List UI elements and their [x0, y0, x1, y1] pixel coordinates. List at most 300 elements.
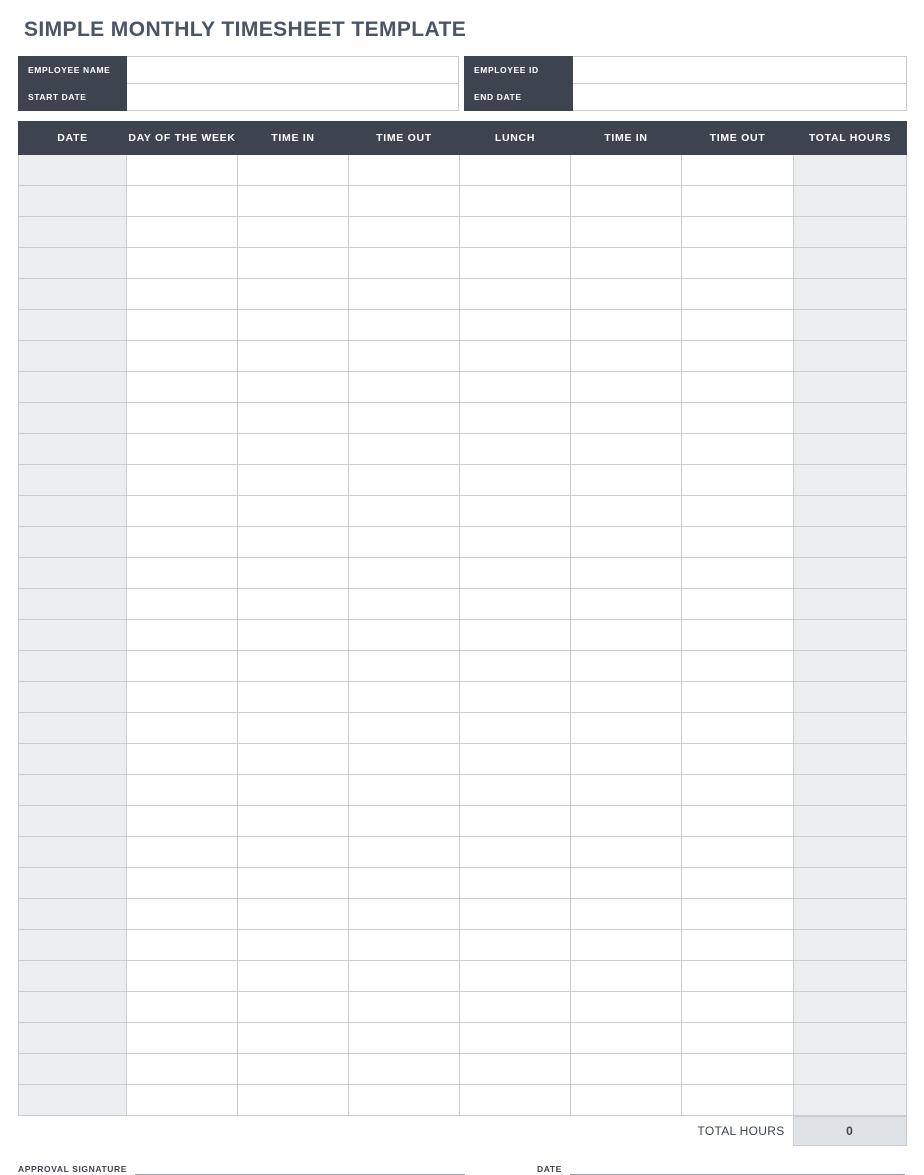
grid-cell[interactable] [571, 558, 682, 589]
table-row [19, 713, 907, 744]
grid-cell[interactable] [682, 868, 794, 899]
grid-cell[interactable] [349, 1023, 460, 1054]
grid-cell[interactable] [238, 868, 349, 899]
grid-cell[interactable] [238, 899, 349, 930]
grid-cell[interactable] [794, 372, 907, 403]
grid-cell[interactable] [794, 248, 907, 279]
grid-cell[interactable] [19, 341, 127, 372]
grid-cell[interactable] [460, 465, 571, 496]
grid-cell[interactable] [127, 341, 238, 372]
table-row [19, 558, 907, 589]
table-row [19, 186, 907, 217]
grid-cell[interactable] [682, 155, 794, 186]
grid-cell[interactable] [19, 465, 127, 496]
grid-cell[interactable] [349, 682, 460, 713]
grid-cell[interactable] [349, 868, 460, 899]
grid-cell[interactable] [127, 620, 238, 651]
grid-cell[interactable] [238, 465, 349, 496]
date-line[interactable] [570, 1162, 905, 1175]
grid-cell[interactable] [571, 341, 682, 372]
grid-cell[interactable] [794, 992, 907, 1023]
grid-cell[interactable] [682, 620, 794, 651]
grid-cell[interactable] [127, 186, 238, 217]
grid-cell[interactable] [794, 496, 907, 527]
column-header-lunch: LUNCH [460, 122, 571, 155]
table-row [19, 837, 907, 868]
totals-row [18, 1116, 907, 1146]
grid-cell[interactable] [460, 651, 571, 682]
grid-cell[interactable] [794, 899, 907, 930]
grid-cell[interactable] [794, 1023, 907, 1054]
grid-cell[interactable] [460, 806, 571, 837]
timesheet-grid [18, 121, 907, 1116]
grid-cell[interactable] [460, 248, 571, 279]
grid-cell[interactable] [238, 806, 349, 837]
grid-cell[interactable] [349, 155, 460, 186]
grid-cell[interactable] [571, 217, 682, 248]
grid-cell[interactable] [127, 310, 238, 341]
table-row [19, 682, 907, 713]
grid-cell[interactable] [19, 744, 127, 775]
grid-cell[interactable] [19, 620, 127, 651]
grid-cell[interactable] [238, 403, 349, 434]
grid-cell[interactable] [19, 1023, 127, 1054]
grid-cell[interactable] [238, 930, 349, 961]
grid-cell[interactable] [127, 279, 238, 310]
grid-cell[interactable] [682, 682, 794, 713]
grid-cell[interactable] [349, 248, 460, 279]
grid-cell[interactable] [238, 1054, 349, 1085]
grid-cell[interactable] [682, 651, 794, 682]
grid-cell[interactable] [127, 992, 238, 1023]
grid-cell[interactable] [571, 372, 682, 403]
grid-cell[interactable] [571, 1085, 682, 1116]
grid-cell[interactable] [349, 713, 460, 744]
grid-cell[interactable] [19, 682, 127, 713]
total-hours-value: 0 [793, 1117, 906, 1146]
total-hours-label: TOTAL HOURS [697, 1124, 785, 1138]
column-header-time-in-1: TIME IN [238, 122, 349, 155]
grid-cell[interactable] [571, 279, 682, 310]
grid-cell[interactable] [460, 1023, 571, 1054]
grid-cell[interactable] [19, 558, 127, 589]
grid-cell[interactable] [794, 217, 907, 248]
grid-cell[interactable] [460, 775, 571, 806]
grid-cell[interactable] [682, 589, 794, 620]
grid-cell[interactable] [460, 744, 571, 775]
grid-cell[interactable] [349, 961, 460, 992]
grid-cell[interactable] [19, 930, 127, 961]
grid-body [19, 155, 907, 1116]
grid-cell[interactable] [571, 155, 682, 186]
grid-cell[interactable] [571, 682, 682, 713]
grid-cell[interactable] [682, 527, 794, 558]
grid-cell[interactable] [460, 589, 571, 620]
grid-cell[interactable] [19, 186, 127, 217]
employee-info-table [18, 56, 907, 111]
grid-cell[interactable] [571, 837, 682, 868]
employee-id-field[interactable] [573, 57, 907, 84]
grid-cell[interactable] [571, 527, 682, 558]
grid-cell[interactable] [19, 527, 127, 558]
grid-cell[interactable] [794, 1054, 907, 1085]
grid-cell[interactable] [460, 682, 571, 713]
grid-cell[interactable] [794, 651, 907, 682]
grid-cell[interactable] [682, 899, 794, 930]
table-row [19, 775, 907, 806]
start-date-field[interactable] [127, 84, 459, 111]
table-row [19, 992, 907, 1023]
grid-cell[interactable] [349, 1085, 460, 1116]
grid-cell[interactable] [19, 713, 127, 744]
employee-name-label: EMPLOYEE NAME [19, 57, 127, 84]
grid-cell[interactable] [682, 558, 794, 589]
grid-cell[interactable] [127, 961, 238, 992]
end-date-field[interactable] [573, 84, 907, 111]
column-header-time-out-1: TIME OUT [349, 122, 460, 155]
grid-cell[interactable] [794, 186, 907, 217]
grid-cell[interactable] [19, 837, 127, 868]
grid-cell[interactable] [19, 248, 127, 279]
grid-cell[interactable] [238, 713, 349, 744]
grid-cell[interactable] [682, 465, 794, 496]
grid-cell[interactable] [682, 434, 794, 465]
grid-cell[interactable] [19, 217, 127, 248]
page-title: SIMPLE MONTHLY TIMESHEET TEMPLATE [24, 18, 467, 41]
grid-cell[interactable] [349, 372, 460, 403]
grid-cell[interactable] [571, 465, 682, 496]
grid-cell[interactable] [127, 1085, 238, 1116]
grid-cell[interactable] [238, 651, 349, 682]
grid-cell[interactable] [571, 651, 682, 682]
grid-cell[interactable] [127, 930, 238, 961]
grid-cell[interactable] [682, 961, 794, 992]
grid-cell[interactable] [682, 403, 794, 434]
grid-cell[interactable] [682, 217, 794, 248]
grid-cell[interactable] [794, 620, 907, 651]
table-row [19, 217, 907, 248]
grid-cell[interactable] [349, 775, 460, 806]
grid-cell[interactable] [571, 961, 682, 992]
date-label: DATE [537, 1164, 562, 1174]
grid-cell[interactable] [794, 775, 907, 806]
table-row [19, 496, 907, 527]
grid-cell[interactable] [794, 868, 907, 899]
grid-cell[interactable] [682, 992, 794, 1023]
grid-cell[interactable] [571, 806, 682, 837]
grid-cell[interactable] [19, 806, 127, 837]
grid-cell[interactable] [349, 558, 460, 589]
grid-cell[interactable] [349, 806, 460, 837]
table-row [19, 651, 907, 682]
grid-cell[interactable] [794, 279, 907, 310]
approval-signature-label: APPROVAL SIGNATURE [18, 1164, 128, 1174]
employee-id-label: EMPLOYEE ID [465, 57, 573, 84]
grid-cell[interactable] [460, 868, 571, 899]
grid-cell[interactable] [349, 279, 460, 310]
grid-cell[interactable] [682, 186, 794, 217]
grid-cell[interactable] [460, 186, 571, 217]
grid-cell[interactable] [127, 403, 238, 434]
grid-cell[interactable] [460, 1054, 571, 1085]
grid-cell[interactable] [682, 496, 794, 527]
grid-cell[interactable] [19, 868, 127, 899]
grid-cell[interactable] [794, 744, 907, 775]
info-row-name [19, 57, 907, 84]
grid-cell[interactable] [19, 403, 127, 434]
grid-cell[interactable] [571, 992, 682, 1023]
grid-cell[interactable] [794, 589, 907, 620]
grid-cell[interactable] [571, 434, 682, 465]
grid-cell[interactable] [127, 744, 238, 775]
column-header-time-out-2: TIME OUT [682, 122, 794, 155]
grid-cell[interactable] [460, 310, 571, 341]
grid-cell[interactable] [794, 682, 907, 713]
grid-cell[interactable] [571, 248, 682, 279]
grid-cell[interactable] [19, 1085, 127, 1116]
grid-cell[interactable] [794, 806, 907, 837]
approval-signature-line[interactable] [135, 1162, 465, 1175]
grid-cell[interactable] [127, 868, 238, 899]
grid-cell[interactable] [794, 434, 907, 465]
grid-cell[interactable] [460, 496, 571, 527]
grid-cell[interactable] [127, 589, 238, 620]
grid-cell[interactable] [349, 341, 460, 372]
grid-cell[interactable] [349, 899, 460, 930]
table-row [19, 1054, 907, 1085]
grid-cell[interactable] [238, 248, 349, 279]
employee-name-field[interactable] [127, 57, 459, 84]
grid-cell[interactable] [460, 899, 571, 930]
grid-cell[interactable] [238, 992, 349, 1023]
grid-cell[interactable] [19, 1054, 127, 1085]
grid-cell[interactable] [238, 279, 349, 310]
grid-cell[interactable] [238, 310, 349, 341]
grid-cell[interactable] [349, 310, 460, 341]
grid-cell[interactable] [127, 248, 238, 279]
grid-cell[interactable] [127, 465, 238, 496]
grid-cell[interactable] [460, 372, 571, 403]
grid-cell[interactable] [682, 310, 794, 341]
grid-cell[interactable] [460, 434, 571, 465]
grid-cell[interactable] [682, 930, 794, 961]
grid-cell[interactable] [127, 651, 238, 682]
grid-cell[interactable] [682, 806, 794, 837]
grid-cell[interactable] [127, 527, 238, 558]
grid-cell[interactable] [127, 806, 238, 837]
grid-cell[interactable] [127, 558, 238, 589]
grid-cell[interactable] [127, 1023, 238, 1054]
table-row [19, 899, 907, 930]
grid-cell[interactable] [349, 496, 460, 527]
grid-cell[interactable] [238, 744, 349, 775]
grid-cell[interactable] [571, 403, 682, 434]
grid-cell[interactable] [794, 837, 907, 868]
grid-cell[interactable] [238, 682, 349, 713]
grid-cell[interactable] [571, 899, 682, 930]
table-row [19, 155, 907, 186]
grid-cell[interactable] [460, 155, 571, 186]
grid-cell[interactable] [349, 403, 460, 434]
grid-cell[interactable] [460, 837, 571, 868]
grid-cell[interactable] [794, 465, 907, 496]
column-header-date: DATE [19, 122, 127, 155]
grid-cell[interactable] [460, 930, 571, 961]
grid-cell[interactable] [794, 155, 907, 186]
grid-cell[interactable] [682, 341, 794, 372]
grid-cell[interactable] [794, 961, 907, 992]
column-header-day-of-week: DAY OF THE WEEK [127, 122, 238, 155]
grid-cell[interactable] [460, 217, 571, 248]
grid-cell[interactable] [127, 217, 238, 248]
grid-cell[interactable] [460, 403, 571, 434]
end-date-label: END DATE [465, 84, 573, 111]
table-row [19, 310, 907, 341]
grid-cell[interactable] [238, 155, 349, 186]
grid-cell[interactable] [794, 403, 907, 434]
grid-cell[interactable] [127, 837, 238, 868]
grid-cell[interactable] [238, 775, 349, 806]
grid-cell[interactable] [127, 372, 238, 403]
grid-cell[interactable] [682, 1085, 794, 1116]
grid-cell[interactable] [349, 992, 460, 1023]
grid-cell[interactable] [238, 217, 349, 248]
grid-cell[interactable] [794, 930, 907, 961]
grid-cell[interactable] [571, 930, 682, 961]
grid-cell[interactable] [238, 527, 349, 558]
table-row [19, 465, 907, 496]
grid-cell[interactable] [349, 651, 460, 682]
grid-cell[interactable] [238, 558, 349, 589]
grid-cell[interactable] [460, 341, 571, 372]
grid-cell[interactable] [127, 775, 238, 806]
grid-cell[interactable] [682, 775, 794, 806]
grid-cell[interactable] [460, 992, 571, 1023]
grid-cell[interactable] [571, 310, 682, 341]
grid-cell[interactable] [349, 527, 460, 558]
table-row [19, 434, 907, 465]
table-row [19, 744, 907, 775]
grid-cell[interactable] [238, 434, 349, 465]
grid-cell[interactable] [349, 217, 460, 248]
grid-cell[interactable] [19, 279, 127, 310]
grid-cell[interactable] [571, 496, 682, 527]
grid-cell[interactable] [19, 992, 127, 1023]
grid-cell[interactable] [571, 744, 682, 775]
grid-cell[interactable] [127, 682, 238, 713]
grid-cell[interactable] [349, 1054, 460, 1085]
grid-cell[interactable] [127, 496, 238, 527]
grid-cell[interactable] [682, 1023, 794, 1054]
grid-cell[interactable] [794, 341, 907, 372]
table-row [19, 248, 907, 279]
grid-cell[interactable] [238, 589, 349, 620]
grid-cell[interactable] [794, 310, 907, 341]
grid-cell[interactable] [571, 620, 682, 651]
grid-cell[interactable] [238, 496, 349, 527]
grid-cell[interactable] [571, 713, 682, 744]
grid-cell[interactable] [571, 868, 682, 899]
grid-cell[interactable] [349, 837, 460, 868]
grid-cell[interactable] [571, 1054, 682, 1085]
grid-cell[interactable] [19, 372, 127, 403]
table-row [19, 868, 907, 899]
grid-cell[interactable] [794, 713, 907, 744]
grid-cell[interactable] [460, 527, 571, 558]
grid-cell[interactable] [238, 961, 349, 992]
grid-cell[interactable] [349, 744, 460, 775]
grid-cell[interactable] [682, 372, 794, 403]
grid-cell[interactable] [682, 1054, 794, 1085]
grid-cell[interactable] [349, 620, 460, 651]
grid-cell[interactable] [460, 620, 571, 651]
grid-cell[interactable] [238, 372, 349, 403]
grid-cell[interactable] [238, 620, 349, 651]
grid-cell[interactable] [682, 837, 794, 868]
start-date-label: START DATE [19, 84, 127, 111]
grid-cell[interactable] [238, 341, 349, 372]
grid-cell[interactable] [238, 1085, 349, 1116]
grid-cell[interactable] [571, 1023, 682, 1054]
grid-cell[interactable] [682, 744, 794, 775]
grid-cell[interactable] [349, 589, 460, 620]
column-header-time-in-2: TIME IN [571, 122, 682, 155]
grid-cell[interactable] [460, 279, 571, 310]
grid-cell[interactable] [794, 527, 907, 558]
grid-cell[interactable] [127, 1054, 238, 1085]
grid-cell[interactable] [19, 775, 127, 806]
grid-cell[interactable] [349, 434, 460, 465]
grid-cell[interactable] [682, 713, 794, 744]
grid-cell[interactable] [238, 1023, 349, 1054]
info-row-dates [19, 84, 907, 111]
table-row [19, 589, 907, 620]
grid-cell[interactable] [460, 1085, 571, 1116]
grid-cell[interactable] [682, 279, 794, 310]
grid-cell[interactable] [349, 186, 460, 217]
grid-header-row [19, 122, 907, 155]
grid-cell[interactable] [571, 589, 682, 620]
grid-cell[interactable] [19, 496, 127, 527]
grid-cell[interactable] [349, 930, 460, 961]
grid-cell[interactable] [19, 589, 127, 620]
grid-cell[interactable] [682, 248, 794, 279]
grid-cell[interactable] [127, 713, 238, 744]
grid-cell[interactable] [19, 651, 127, 682]
grid-cell[interactable] [571, 775, 682, 806]
grid-cell[interactable] [460, 558, 571, 589]
table-row [19, 341, 907, 372]
grid-cell[interactable] [794, 1085, 907, 1116]
grid-cell[interactable] [349, 465, 460, 496]
table-row [19, 372, 907, 403]
grid-cell[interactable] [127, 155, 238, 186]
grid-cell[interactable] [794, 558, 907, 589]
grid-cell[interactable] [127, 899, 238, 930]
grid-cell[interactable] [127, 434, 238, 465]
grid-cell[interactable] [460, 713, 571, 744]
grid-cell[interactable] [19, 899, 127, 930]
grid-cell[interactable] [19, 961, 127, 992]
grid-cell[interactable] [238, 837, 349, 868]
table-row [19, 620, 907, 651]
grid-cell[interactable] [19, 310, 127, 341]
grid-cell[interactable] [238, 186, 349, 217]
grid-cell[interactable] [19, 434, 127, 465]
grid-cell[interactable] [19, 155, 127, 186]
grid-cell[interactable] [571, 186, 682, 217]
grid-cell[interactable] [460, 961, 571, 992]
